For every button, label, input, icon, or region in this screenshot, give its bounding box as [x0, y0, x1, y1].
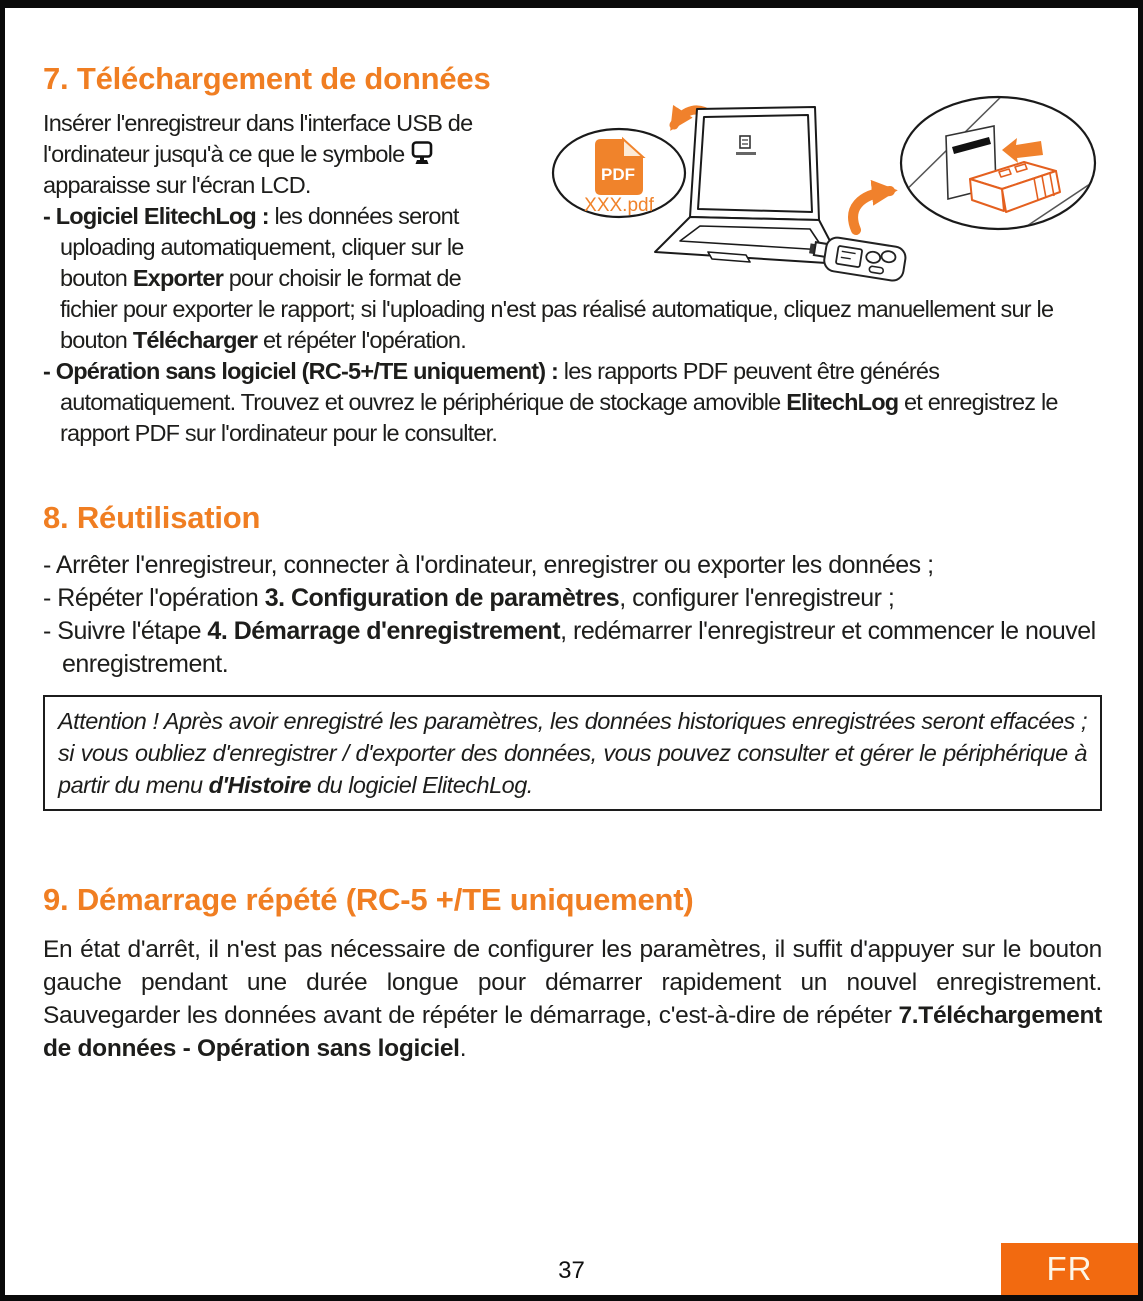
s7-bullet-no-software — [43, 356, 1102, 449]
start-step-mention: 4. Démarrage d'enregistrement — [207, 617, 561, 645]
pdf-filename-label: XXX.pdf — [584, 195, 654, 216]
arrow-to-usb-closeup — [853, 191, 890, 230]
s7-intro-text-2: apparaisse sur l'écran LCD. — [43, 172, 311, 198]
s8-bullet-3-text-1: - Suivre l'étape — [43, 617, 208, 645]
config-step-mention: 3. Configuration de paramètres — [264, 584, 620, 612]
bullet-no-software-label: - Opération sans logiciel (RC-5+/TE uniquement) : — [43, 358, 559, 384]
page-content — [5, 8, 1138, 1065]
s8-bullet-1: - Arrêter l'enregistreur, connecter à l'ordinateur, enregistrer ou exporter les données ; — [43, 551, 934, 579]
elitechlog-mention: ElitechLog — [786, 389, 899, 415]
attention-note-box — [43, 695, 1102, 811]
usb-download-illustration — [502, 94, 1102, 290]
language-badge-label: FR — [1046, 1250, 1093, 1287]
s8-bullet-3-text-2: , redémarrer l'enregistreur et commencer le nouvel enregistrement. — [62, 617, 1096, 678]
s8-bullet-2-text-1: - Répéter l'opération — [43, 584, 265, 612]
pdf-icon-label: PDF — [601, 165, 635, 184]
attention-note-text-2: du logiciel ElitechLog. — [311, 772, 533, 798]
s9-text-1: En état d'arrêt, il n'est pas nécessaire de configurer les paramètres, il suffit d'appuyer sur le bouton gauche pendant une durée longue pour démarrer rapidement un nouvel enregistrement. Sauvegarder les données avant de répéter le démarrage, c'est-à-dire de répéter — [43, 936, 1102, 1029]
usb-closeup-ellipse — [890, 94, 1102, 244]
pdf-callout-ellipse — [553, 129, 685, 217]
attention-note-text-1: Attention ! Après avoir enregistré les paramètres, les données historiques enregistrées seront effacées ; si vous oubliez d'enregistrer / d'exporter des données, vous pouvez consulter et gérer le périphérique à partir du menu — [58, 708, 1087, 798]
page-number: 37 — [558, 1257, 585, 1284]
bullet-no-software-text-2: et enregistrez le rapport PDF sur l'ordinateur pour le consulter. — [60, 389, 1058, 446]
bullet-software-text-2: pour choisir le format de fichier pour exporter le rapport; si l'uploading n'est pas réalisé automatique, cliquez manuellement sur le bouton — [60, 265, 1054, 353]
bullet-software-text-1: les données seront uploading automatiquement, cliquer sur le bouton — [60, 203, 464, 291]
usb-connected-lcd-icon — [410, 141, 434, 165]
section-8-title: 8. Réutilisation — [43, 500, 261, 535]
language-badge — [1001, 1243, 1138, 1295]
section-9-title: 9. Démarrage répété (RC-5 +/TE uniquement) — [43, 882, 694, 917]
bullet-software-label: - Logiciel ElitechLog : — [43, 203, 269, 229]
bullet-software-text-3: et répéter l'opération. — [257, 327, 466, 353]
bullet-no-software-text-1: les rapports PDF peuvent être générés automatiquement. Trouvez et ouvrez le périphérique de stockage amovible — [60, 358, 940, 415]
s8-bullet-2 — [43, 582, 1102, 615]
s7-intro-text-1: Insérer l'enregistreur dans l'interface USB de l'ordinateur jusqu'à ce que le symbole — [43, 110, 473, 167]
history-menu-mention: d'Histoire — [208, 772, 311, 798]
download-button-mention: Télécharger — [132, 327, 258, 353]
section-7-body — [43, 108, 1102, 449]
s9-paragraph — [43, 933, 1102, 1065]
s8-bullet-2-text-2: , configurer l'enregistreur ; — [619, 584, 895, 612]
download-step-mention: 7.Téléchargement de données - Opération sans logiciel — [43, 1002, 1102, 1062]
s9-text-2: . — [459, 1035, 467, 1062]
export-button-mention: Exporter — [132, 265, 224, 291]
s8-bullet-3 — [43, 615, 1102, 681]
section-7-title: 7. Téléchargement de données — [43, 61, 491, 96]
